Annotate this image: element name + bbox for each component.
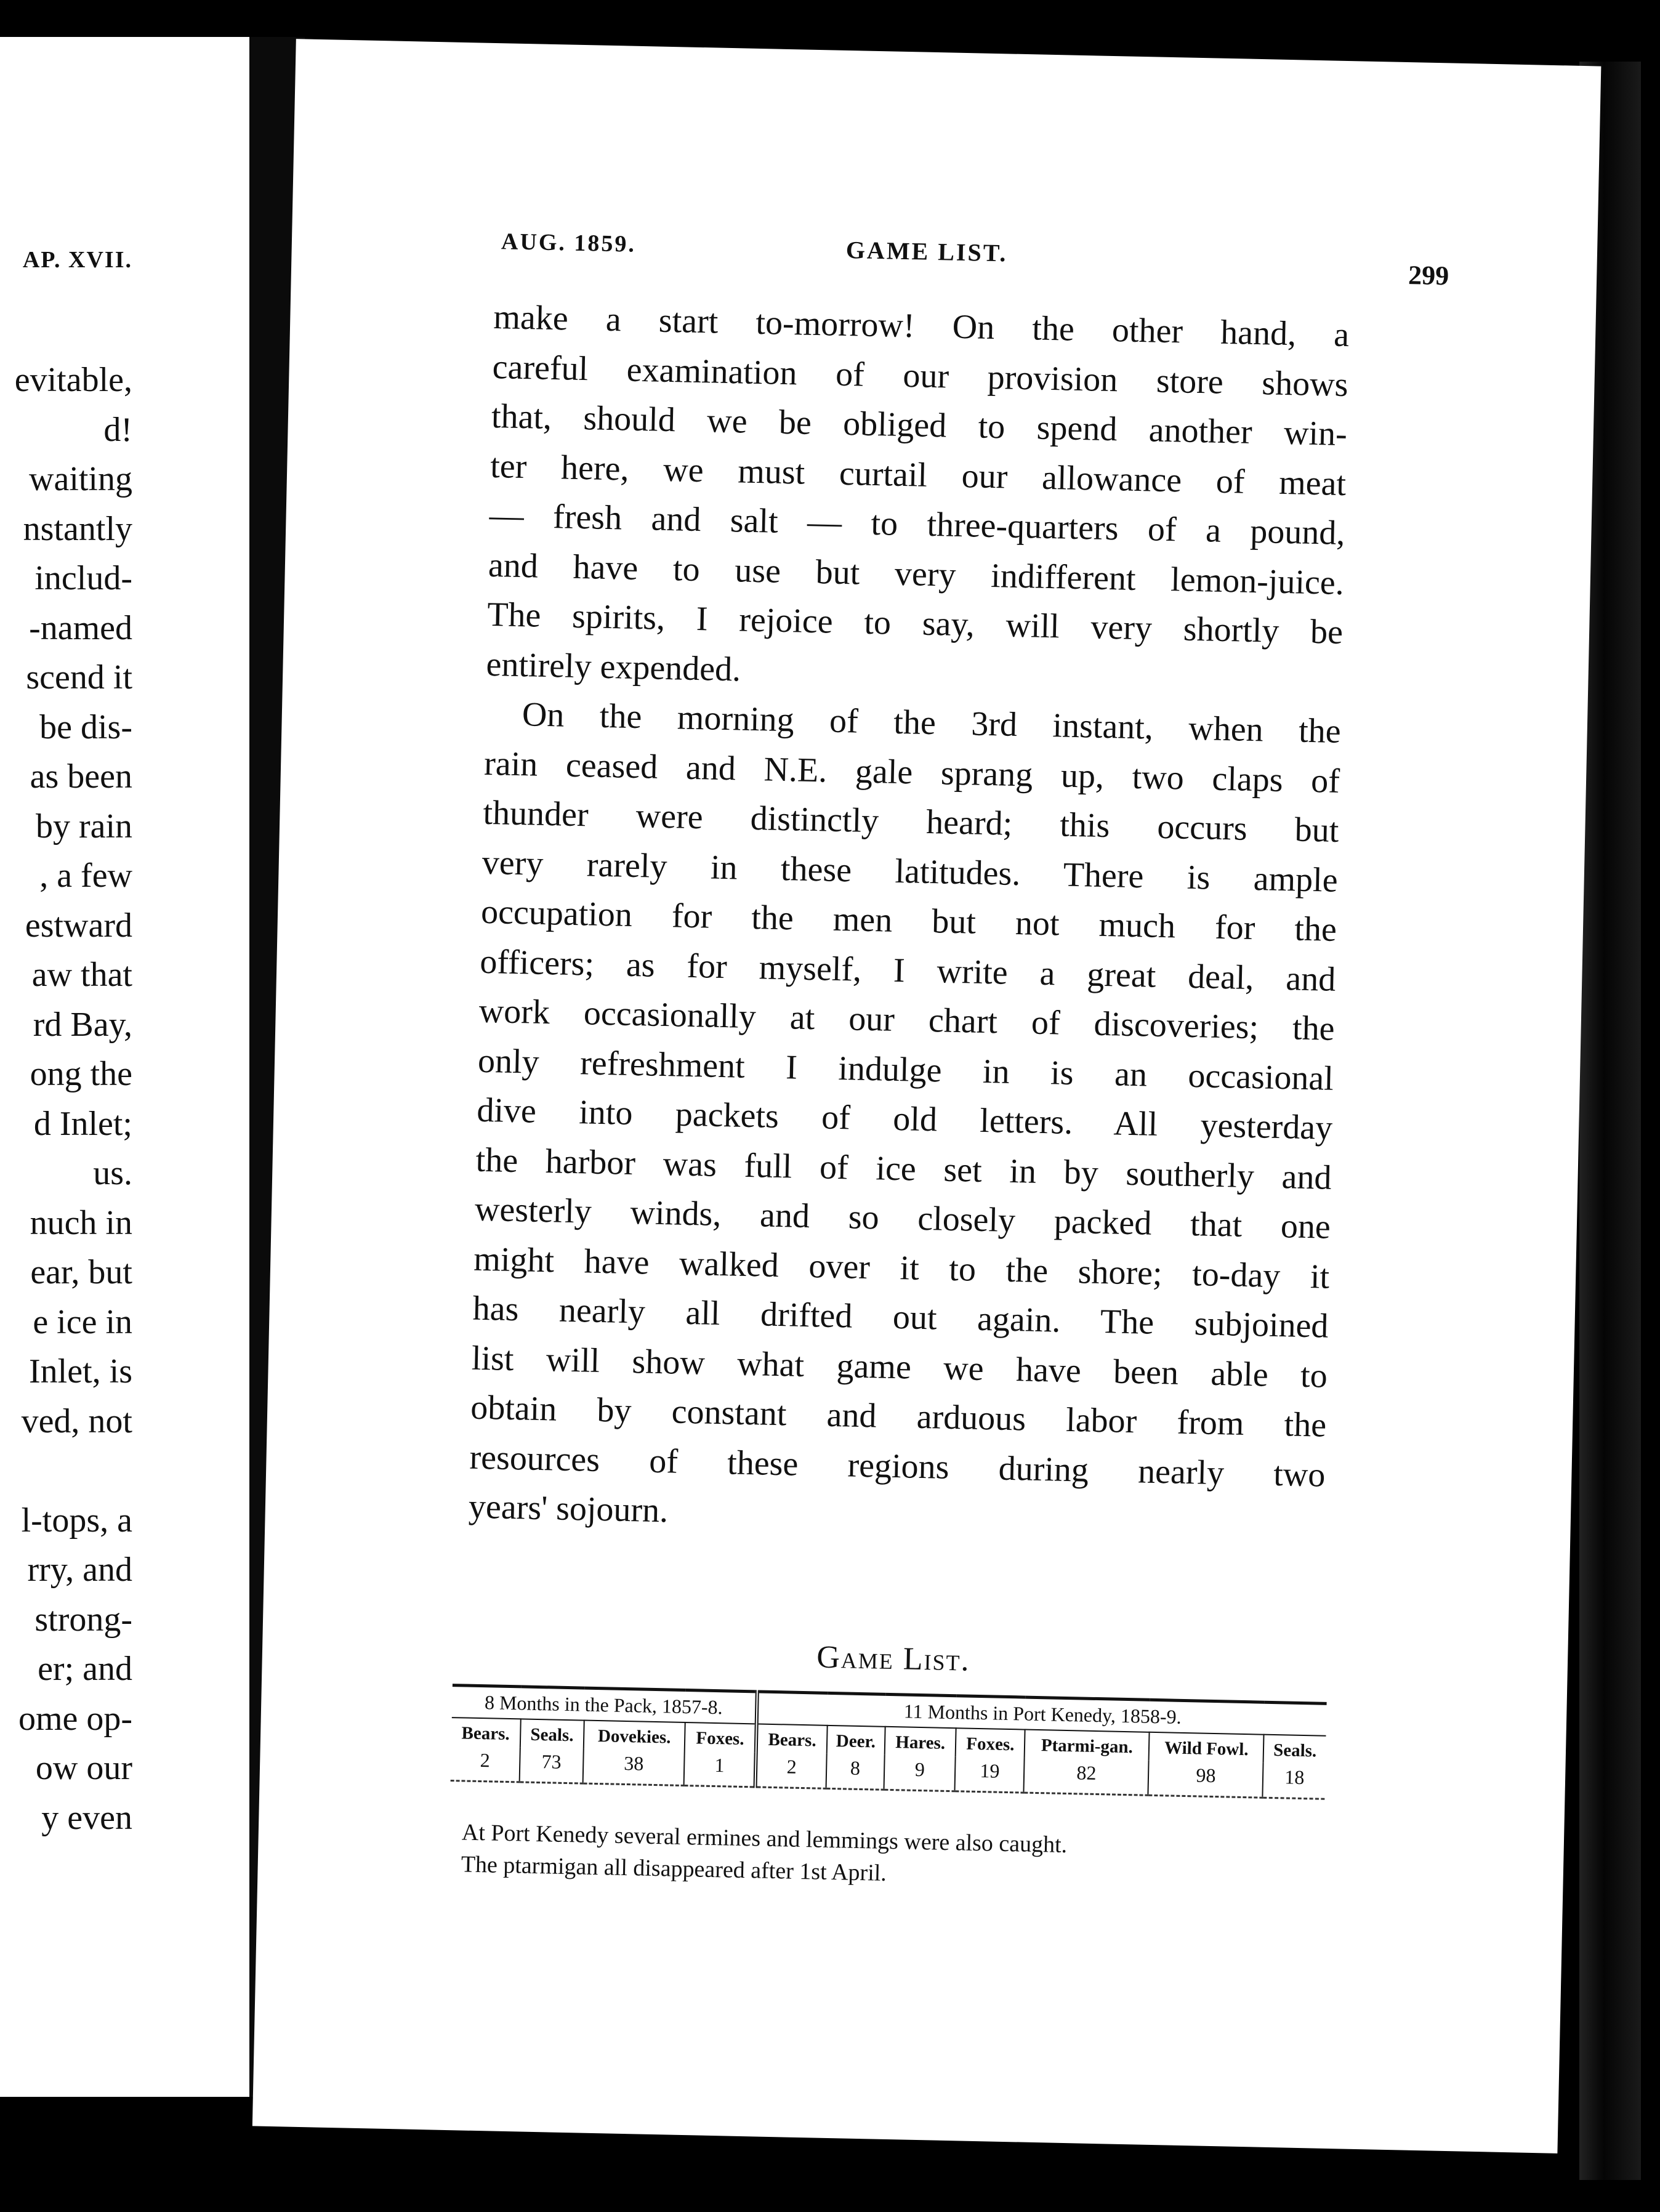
game-count-cell: 2 bbox=[451, 1746, 520, 1782]
previous-page-line: d! bbox=[103, 410, 132, 449]
previous-page-line: ved, not bbox=[21, 1402, 132, 1440]
game-list-notes bbox=[461, 1816, 1324, 1898]
game-group-label: 11 Months in Port Kenedy, 1858-9. bbox=[757, 1692, 1327, 1736]
text-line: officers; as for myself, I write a great deal, and bbox=[479, 942, 1336, 999]
paragraph bbox=[486, 293, 1350, 707]
text-line: occupation for the men but not much for the bbox=[480, 892, 1337, 949]
paragraph bbox=[468, 689, 1341, 1549]
text-line: only refreshment I indulge in is an occasional bbox=[477, 1041, 1334, 1098]
game-column-header: Foxes. bbox=[956, 1728, 1025, 1758]
previous-page-line: d Inlet; bbox=[33, 1104, 132, 1143]
text-line: westerly winds, and so closely packed that one bbox=[474, 1190, 1331, 1246]
previous-page-line: nuch in bbox=[30, 1203, 132, 1242]
text-line: has nearly all drifted out again. The subjoined bbox=[472, 1289, 1329, 1346]
previous-page-line: ome op- bbox=[18, 1699, 132, 1738]
text-line: thunder were distinctly heard; this occurs but bbox=[482, 793, 1339, 850]
previous-page-line: rd Bay, bbox=[33, 1005, 132, 1044]
game-column-header: Bears. bbox=[756, 1724, 827, 1753]
text-line: rain ceased and N.E. gale sprang up, two claps of bbox=[483, 744, 1340, 801]
text-line: obtain by constant and arduous labor from the bbox=[470, 1388, 1327, 1445]
game-column-header: Hares. bbox=[885, 1727, 956, 1756]
text-line: that, should we be obliged to spend another win- bbox=[491, 397, 1348, 454]
game-list-title: Game List. bbox=[816, 1639, 971, 1678]
game-count-cell: 18 bbox=[1263, 1763, 1326, 1799]
previous-page-line: l-tops, a bbox=[21, 1501, 132, 1540]
text-line: — fresh and salt — to three-quarters of a pound, bbox=[489, 496, 1346, 553]
previous-page-line: estward bbox=[25, 906, 132, 945]
game-count-cell: 38 bbox=[582, 1749, 685, 1786]
text-line: ter here, we must curtail our allowance of meat bbox=[490, 446, 1347, 503]
text-line: very rarely in these latitudes. There is ample bbox=[481, 843, 1339, 900]
page-number: 299 bbox=[1408, 260, 1449, 291]
previous-page-line: -named bbox=[29, 608, 132, 647]
game-column-header: Deer. bbox=[826, 1726, 885, 1755]
game-count-cell: 1 bbox=[684, 1751, 756, 1787]
game-column-header: Foxes. bbox=[685, 1722, 757, 1752]
game-count-cell: 82 bbox=[1024, 1758, 1149, 1796]
previous-page-line: y even bbox=[41, 1798, 132, 1837]
game-count-cell: 19 bbox=[955, 1756, 1025, 1793]
game-count-cell: 73 bbox=[519, 1747, 583, 1783]
running-head-title: GAME LIST. bbox=[845, 235, 1008, 267]
previous-page-line: ong the bbox=[30, 1055, 132, 1093]
previous-page-line: , a few bbox=[39, 857, 132, 895]
game-column-header: Seals. bbox=[520, 1719, 584, 1748]
text-line: years' sojourn. bbox=[468, 1487, 669, 1530]
text-line: list will show what game we have been able to bbox=[471, 1339, 1328, 1395]
text-line: The spirits, I rejoice to say, will very shortly be bbox=[486, 595, 1344, 652]
previous-page-line: aw that bbox=[31, 956, 132, 994]
previous-page-line: includ- bbox=[34, 559, 132, 597]
previous-page-line: by rain bbox=[35, 807, 132, 846]
previous-page bbox=[0, 37, 249, 2097]
game-column-header: Wild Fowl. bbox=[1149, 1732, 1264, 1763]
previous-page-line: ow our bbox=[35, 1749, 132, 1787]
text-line: the harbor was full of ice set in by southerly and bbox=[475, 1140, 1332, 1197]
footnote-line: The ptarmigan all disappeared after 1st April. bbox=[461, 1851, 887, 1886]
previous-page-line: waiting bbox=[29, 460, 132, 498]
previous-page-line: strong- bbox=[34, 1600, 132, 1639]
previous-page-chapter-header: AP. XVII. bbox=[22, 247, 132, 273]
text-line: make a start to-morrow! On the other hand, a bbox=[493, 297, 1350, 355]
footnote-line: At Port Kenedy several ermines and lemmings were also caught. bbox=[461, 1819, 1068, 1859]
text-line: dive into packets of old letters. All yesterday bbox=[476, 1091, 1333, 1147]
game-column-header: Dovekies. bbox=[583, 1721, 685, 1751]
game-count-cell: 9 bbox=[884, 1755, 956, 1791]
game-list-table bbox=[451, 1684, 1327, 1800]
game-column-header: Bears. bbox=[451, 1718, 521, 1747]
previous-page-line: be dis- bbox=[39, 708, 132, 746]
running-head-date: AUG. 1859. bbox=[501, 228, 637, 257]
game-group-label: 8 Months in the Pack, 1857-8. bbox=[452, 1685, 757, 1724]
text-line: work occasionally at our chart of discoveries; the bbox=[478, 991, 1336, 1048]
previous-page-line: ear, but bbox=[30, 1253, 132, 1291]
previous-page-line: rry, and bbox=[27, 1551, 132, 1589]
game-column-header: Ptarmi-gan. bbox=[1025, 1730, 1150, 1761]
text-line: entirely expended. bbox=[485, 645, 741, 689]
previous-page-line: e ice in bbox=[33, 1302, 132, 1341]
game-count-cell: 8 bbox=[826, 1754, 884, 1790]
previous-page-line: nstantly bbox=[23, 509, 132, 548]
game-count-cell: 98 bbox=[1148, 1761, 1263, 1798]
previous-page-line: Inlet, is bbox=[29, 1352, 132, 1391]
text-line: On the morning of the 3rd instant, when the bbox=[522, 695, 1342, 751]
game-column-header: Seals. bbox=[1273, 1740, 1317, 1761]
text-line: resources of these regions during nearly two bbox=[469, 1438, 1326, 1495]
game-count-cell: 2 bbox=[755, 1752, 827, 1788]
previous-page-line: er; and bbox=[38, 1650, 132, 1688]
text-line: and have to use but very indifferent lemon-juice. bbox=[488, 546, 1345, 602]
text-line: might have walked over it to the shore; to-day it bbox=[473, 1240, 1330, 1296]
body-text bbox=[468, 293, 1350, 1549]
previous-page-line: evitable, bbox=[14, 361, 132, 399]
previous-page-line: us. bbox=[93, 1154, 132, 1192]
text-line: careful examination of our provision store shows bbox=[492, 347, 1349, 404]
current-page bbox=[252, 39, 1602, 2153]
previous-page-line: as been bbox=[30, 757, 132, 796]
previous-page-line: scend it bbox=[26, 658, 132, 696]
running-head bbox=[291, 224, 1597, 291]
